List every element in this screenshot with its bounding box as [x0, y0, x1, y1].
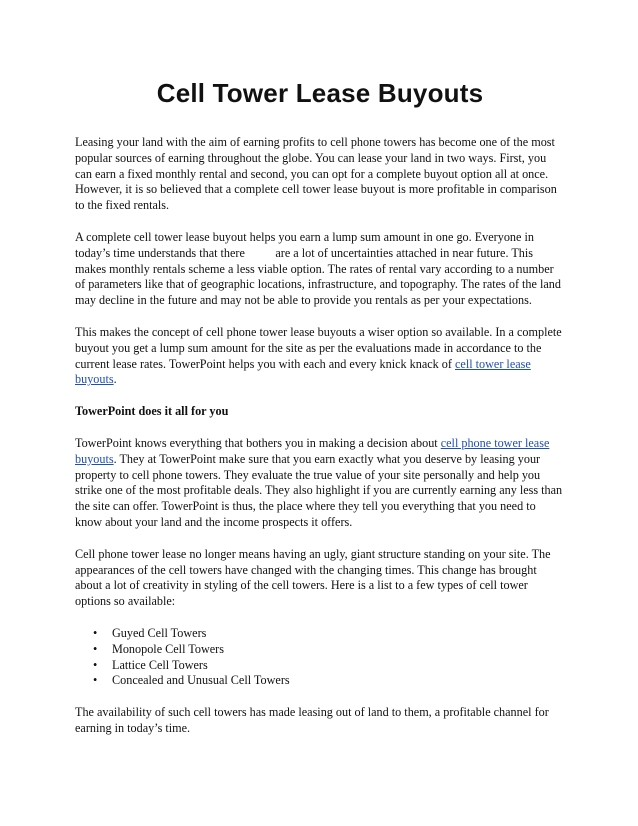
paragraph-appearances: Cell phone tower lease no longer means having an ugly, giant structure standing on your site. The appearances of the cell towers have changed with the changing times. This change has brought about a lot of creativity in styling of the cell towers. Here is a list to a few types of cell tower options so available: — [75, 546, 551, 609]
paragraph-intro: Leasing your land with the aim of earning profits to cell phone towers has become one of the most popular sources of earning throughout the globe. You can lease your land in two ways. First, you can earn a fixed monthly rental and second, you can opt for a complete buyout option all at once. However, it is so believed that a complete cell tower lease buyout is more profitable in comparison to the fixed rentals. — [75, 135, 557, 213]
document-title: Cell Tower Lease Buyouts — [156, 78, 484, 108]
paragraph-wiser-option-text: This makes the concept of cell phone tower lease buyouts a wiser option so available. In a complete buyout you get a lump sum amount for the site as per the evaluations made in accordance to the current lease rates. TowerPoint helps you with each and every knick knack of — [75, 324, 562, 371]
list-item-label: Guyed Cell Towers — [112, 625, 207, 640]
paragraph-towerpoint — [75, 436, 565, 531]
paragraph-wiser-option-end: . — [113, 372, 117, 387]
list-item — [75, 642, 565, 658]
paragraph-wiser-option — [75, 325, 565, 388]
list-item-label: Monopole Cell Towers — [112, 641, 224, 656]
list-item — [75, 658, 565, 674]
document-page — [75, 78, 565, 753]
paragraph-lump-sum-text: A complete cell tower lease buyout helps you earn a lump sum amount in one go. Everyone in today’s time understands that there are a lot of uncertainties attached in near future. This makes monthly rentals scheme a less viable option. The rates of rental vary according to a number of parameters like that of geographic locations, infrastructure, and topography. The rates of the land may decline in the future and may not be able to provide you rentals as per your expectations. — [75, 229, 565, 308]
paragraph-conclusion: The availability of such cell towers has made leasing out of land to them, a profitable channel for earning in today’s time. — [75, 705, 549, 735]
list-item — [75, 673, 565, 689]
paragraph-lump-sum — [75, 230, 565, 309]
bullet-icon: • — [93, 657, 98, 672]
list-item-label: Lattice Cell Towers — [112, 657, 208, 672]
link-cell-tower-lease-buyouts[interactable]: cell tower lease buyouts — [75, 356, 531, 387]
bullet-icon: • — [93, 625, 98, 640]
bullet-icon: • — [93, 673, 98, 688]
bullet-icon: • — [93, 641, 98, 656]
section-heading-towerpoint: TowerPoint does it all for you — [75, 404, 229, 419]
paragraph-towerpoint-text: TowerPoint knows everything that bothers you in making a decision about — [75, 435, 441, 450]
list-item-label: Concealed and Unusual Cell Towers — [112, 673, 290, 688]
paragraph-towerpoint-rest: . They at TowerPoint make sure that you earn exactly what you deserve by leasing your property to cell phone towers. They evaluate the true value of your site personally and help you strike one of the most profitable deals. They also highlight if you are currently earning any less than the site can offer. TowerPoint is thus, the place where they tell you everything that you need to know about your land and the income prospects it offers. — [75, 451, 563, 529]
list-item — [75, 626, 565, 642]
link-cell-phone-tower-lease-buyouts[interactable]: cell phone tower lease buyouts — [75, 435, 550, 466]
tower-types-list — [75, 626, 565, 689]
